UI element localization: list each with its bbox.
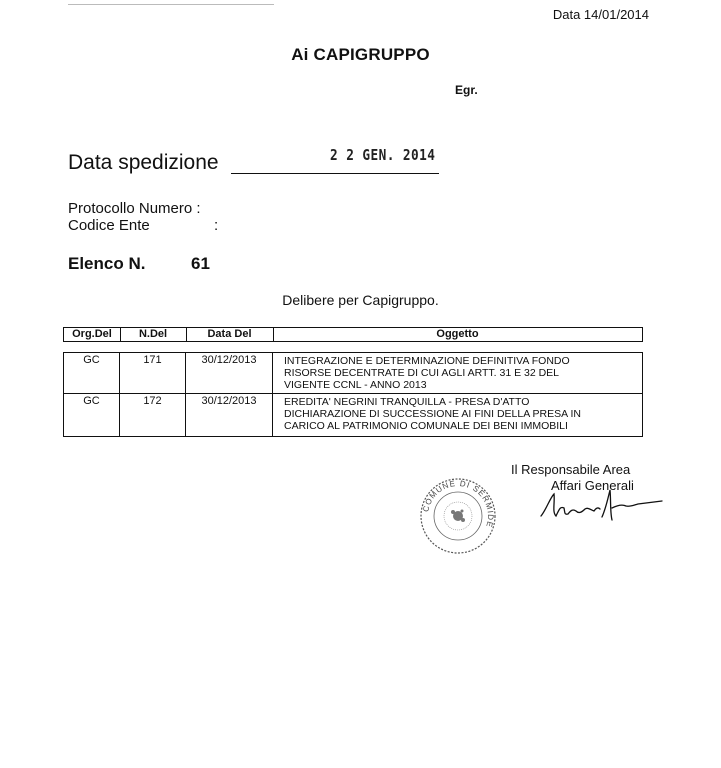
table-subtitle: Delibere per Capigruppo.	[282, 292, 439, 308]
seal-text: COMUNE DI SERMIDE	[421, 478, 496, 529]
cell-data: 30/12/2013	[186, 394, 273, 436]
oggetto-line: RISORSE DECENTRATE DI CUI AGLI ARTT. 31 E 32 DEL	[284, 367, 560, 379]
header-num: N.Del	[120, 328, 187, 341]
delibere-table	[63, 352, 643, 437]
document-date: Data 14/01/2014	[552, 7, 649, 22]
oggetto-line: INTEGRAZIONE E DETERMINAZIONE DEFINITIVA FONDO	[284, 355, 570, 367]
table-row	[64, 353, 642, 394]
responsabile-line2: Affari Generali	[551, 478, 634, 493]
header-org: Org.Del	[64, 328, 121, 341]
date-stamp: 2 2 GEN. 2014	[330, 146, 436, 164]
cell-oggetto	[273, 353, 642, 393]
elenco-label: Elenco N.	[68, 254, 146, 273]
oggetto-line: CARICO AL PATRIMONIO COMUNALE DEI BENI IMMOBILI	[284, 420, 568, 432]
cell-num: 172	[120, 394, 186, 436]
protocollo-label: Protocollo Numero :	[68, 200, 201, 217]
cell-num: 171	[120, 353, 186, 393]
elenco-number: 61	[191, 254, 210, 273]
table-row	[64, 394, 642, 436]
handwritten-signature	[538, 488, 668, 529]
header-data: Data Del	[186, 328, 274, 341]
page-title: Ai CAPIGRUPPO	[291, 45, 430, 64]
svg-text:COMUNE DI SERMIDE	[421, 479, 495, 529]
top-rule	[68, 4, 274, 5]
cell-org: GC	[64, 394, 120, 436]
codice-ente-colon: :	[214, 217, 219, 234]
table-header	[63, 327, 643, 342]
responsabile-line1: Il Responsabile Area	[511, 462, 631, 477]
oggetto-line: EREDITA' NEGRINI TRANQUILLA - PRESA D'ATTO	[284, 396, 530, 408]
municipal-seal-stamp	[418, 476, 498, 561]
oggetto-line: VIGENTE CCNL - ANNO 2013	[284, 379, 427, 391]
codice-ente-label: Codice Ente	[68, 217, 150, 234]
cell-data: 30/12/2013	[186, 353, 273, 393]
cell-oggetto	[273, 394, 642, 436]
cell-org: GC	[64, 353, 120, 393]
header-oggetto: Oggetto	[436, 328, 479, 340]
recipient-label: Egr.	[455, 83, 478, 97]
spedizione-label: Data spedizione	[68, 151, 219, 174]
oggetto-line: DICHIARAZIONE DI SUCCESSIONE AI FINI DELLA PRESA IN	[284, 408, 581, 420]
spedizione-underline	[231, 173, 439, 174]
